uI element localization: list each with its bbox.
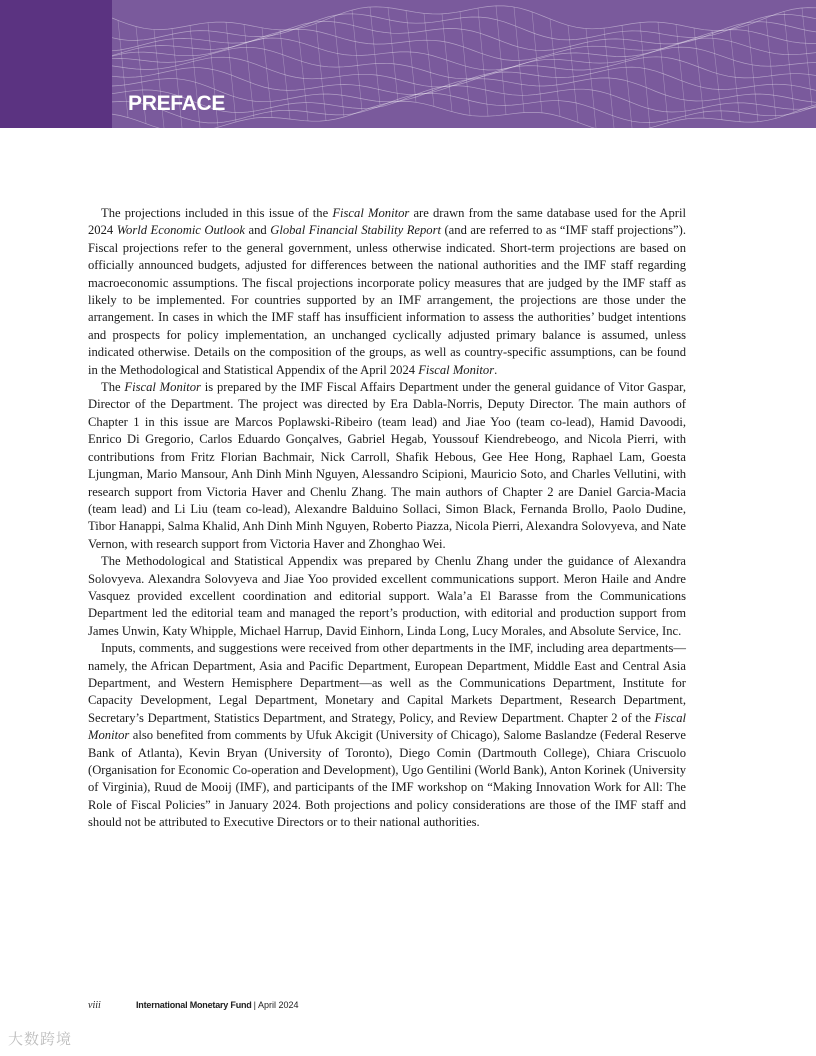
mesh-line [694,28,704,118]
text-run: The Methodological and Statistical Appendix was prepared by Chenlu Zhang under the guidance of Alexandra Solovyeva. Alexandra Solovyeva and Jiae Yoo provided excellent communications support. Meron Haile and Andre Vasquez provided excellent coordination and editorial support. Wala’a El Barasse from the Communications Department led the editorial team and managed the report’s production, with editorial and production support from James Unwin, Katy Whipple, Michael Harrup, David Einhorn, Linda Long, Lucy Morales, and Absolute Service, Inc. [88,554,686,638]
italic-title: Global Financial Stability Report [270,223,441,238]
mesh-line [460,12,470,116]
text-run: (and are referred to as “IMF staff projections”). Fiscal projections refer to the general government, unless otherwise indicated. Short-term projections are based on officially announced budgets, adjusted for differences between the national authorities and the IMF staff regarding macroeconomic assumptions. The fiscal projections incorporate policy measures that are judged by the IMF staff as likely to be implemented. For countries supported by an IMF arrangement, the projections are those under the arrangement. In cases in which the IMF staff has insufficient information to assess the authorities’ budget intentions and prospects for policy implementation, an unchanged cyclically adjusted primary balance is assumed, unless indicated otherwise. Details on the composition of the groups, as well as country-specific assumptions, can be found in the Methodological and Statistical Appendix of the April 2024 [88,223,686,377]
header-band [0,0,816,128]
mesh-line [676,24,686,119]
watermark: 大数跨境 [8,1030,73,1048]
mesh-line [370,7,380,105]
text-run: The [101,380,125,395]
footer-separator: | [253,1000,256,1010]
text-run: The projections included in this issue of the [101,206,333,220]
page-title: PREFACE [128,92,226,115]
mesh-line [262,28,272,118]
mesh-line [766,18,776,118]
preface-body [88,205,686,832]
mesh-line [802,8,812,106]
mesh-line [478,8,488,116]
body-paragraph [88,640,686,831]
mesh-line [112,57,816,87]
text-run: . [494,362,498,377]
mesh-line [112,21,816,50]
text-run: also benefited from comments by Ufuk Akcigit (University of Chicago), Salome Baslandze (Federal Reserve Bank of Atlanta), Kevin Bryan (University of Toronto), Diego Comin (Dartmouth College), Chiara Criscuolo (Organisation for Economic Co-operation and Development), Ugo Gentilini (World Bank), Anton Korinek (University of Virginia), Ruud de Mooij (IMF), and participants of the IMF workshop on “Making Innovation Work for All: The Role of Fiscal Policies” in January 2024. Both projections and policy considerations are those of the IMF staff and should not be attributed to Executive Directors or to their national authorities. [88,728,686,830]
body-paragraph [88,553,686,640]
text-run: are drawn from the same database used for the April 2024 [88,206,686,238]
page-number: viii [88,999,101,1011]
mesh-line [280,30,290,119]
italic-title: World Economic Outlook [116,223,245,238]
text-run: is prepared by the IMF Fiscal Affairs Department under the general guidance of Vitor Gaspar, Director of the Department. The project was directed by Era Dabla-Norris, Deputy Director. The main authors of Chapter 1 in this issue are Marcos Poplawski-Ribeiro (team lead) and Jiae Yoo (team co-lead), Hamid Davoodi, Enrico Di Gregorio, Carlos Eduardo Gonçalves, Gabriel Hegab, Youssouf Kiendrebeogo, and Nicola Pierri, with contributions from Fritz Florian Bachmair, Nick Carroll, Shafik Hebous, Gee Hee Hong, Raphael Lam, Goesta Ljungman, Mario Mansour, Anh Dinh Minh Nguyen, Alessandro Scipioni, Mauricio Soto, and Charles Vellutini, with research support from Victoria Haver and Chenlu Zhang. The main authors of Chapter 2 are Daniel Garcia-Macia (team lead) and Li Liu (team co-lead), Alexandre Balduino Sollaci, Simon Black, Fernanda Brollo, Paolo Dudine, Tibor Hanappi, Salma Khalid, Anh Dinh Minh Nguyen, Roberto Piazza, Nicola Pierri, Alexandra Solovyeva, and Nate Vernon, with research support from Victoria Haver and Zhonghao Wei. [88,380,686,551]
mesh-line [532,12,542,113]
body-paragraph [88,379,686,553]
mesh-line [226,22,236,122]
italic-title: Fiscal Monitor [88,710,686,743]
mesh-line [514,7,524,113]
mesh-line [388,8,398,102]
mesh-line [118,20,128,117]
mesh-line [406,11,416,103]
mesh-line [352,10,362,111]
mesh-line [112,14,816,41]
body-paragraph [88,205,686,379]
mesh-line [622,25,632,128]
mesh-line [112,6,816,31]
header-accent-block [0,0,112,128]
text-run: Inputs, comments, and suggestions were received from other departments in the IMF, including area departments—namely, the African Department, Asia and Pacific Department, European Department, Middle East and Central Asia Department, and Western Hemisphere Department—as well as the Communications Department, Institute for Capacity Development, Legal Department, Monetary and Capital Markets Department, Research Department, Secretary’s Department, Statistics Department, and Strategy, Policy, and Review Department. Chapter 2 of the [88,641,686,725]
italic-title: Fiscal Monitor [332,206,410,220]
mesh-line [712,30,722,119]
mesh-line [298,29,308,122]
text-run: and [245,223,271,238]
italic-title: Fiscal Monitor [124,380,201,395]
mesh-line [640,23,650,128]
mesh-line [244,24,254,118]
publisher-name: International Monetary Fund [136,1000,252,1010]
italic-title: Fiscal Monitor [418,362,495,377]
mesh-line [316,23,326,120]
publication-date: April 2024 [257,1000,299,1010]
page-footer [88,997,298,1013]
mesh-line [748,25,758,122]
